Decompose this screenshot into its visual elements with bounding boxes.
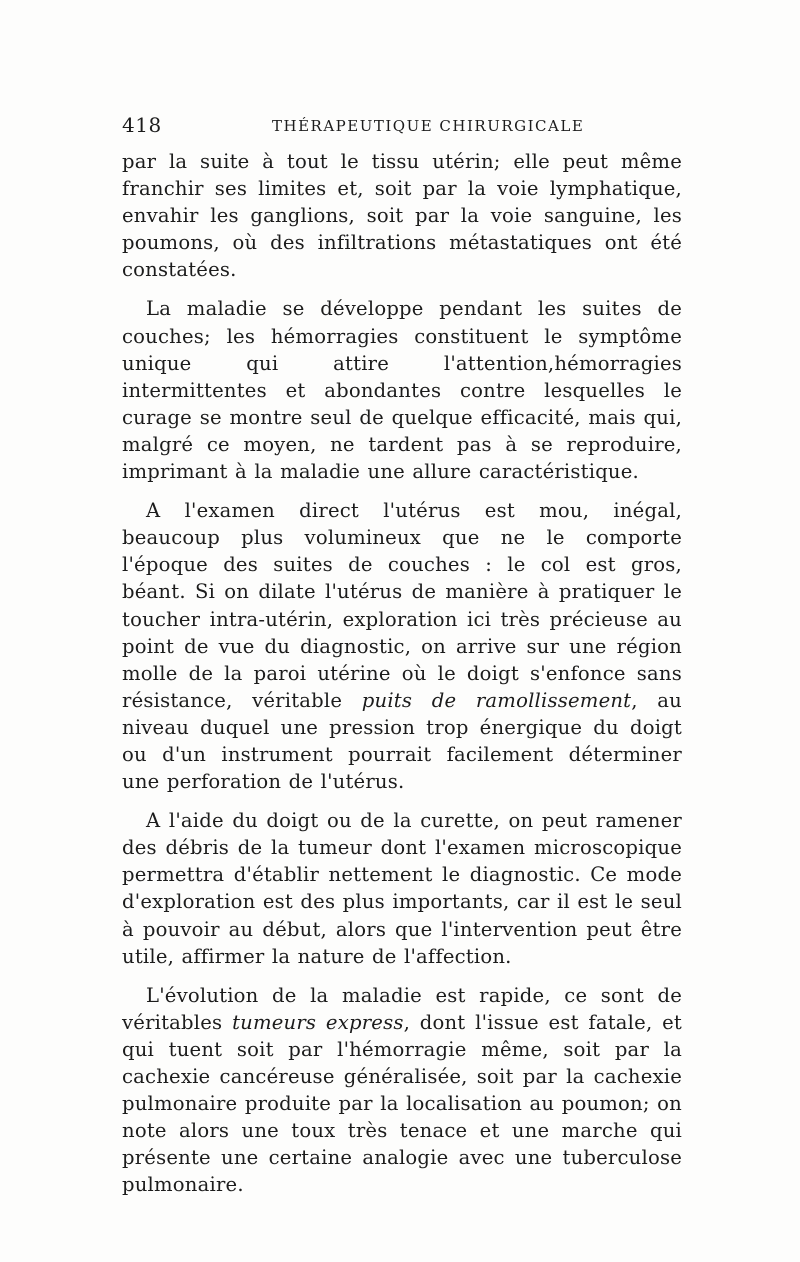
page-header — [122, 113, 682, 143]
paragraph-text: A l'examen direct l'utérus est mou, inégal, beaucoup plus volumineux que ne le comporte l'époque des suites de couches : le col est gros, béant. Si on dilate l'utérus de manière à pratiquer le toucher intra-utérin, exploration ici très précieuse au point de vue du diagnostic, on arrive sur une région molle de la paroi utérine où le doigt s'enfonce sans résistance, véritable — [122, 499, 682, 712]
page-number: 418 — [122, 113, 162, 137]
italic-term: puits de ramollissement — [361, 688, 632, 712]
paragraph-5 — [122, 982, 682, 1199]
paragraph-text: A l'aide du doigt ou de la curette, on peut ramener des débris de la tumeur dont l'examen microscopique permettra d'établir nettement le diagnostic. Ce mode d'exploration est des plus importants, car il est le seul à pouvoir au début, alors que l'intervention peut être utile, affirmer la nature de l'affection. — [122, 809, 682, 968]
paragraph-3 — [122, 497, 682, 795]
paragraph-text: par la suite à tout le tissu utérin; elle peut même franchir ses limites et, soit par la voie lymphatique, envahir les ganglions, soit par la voie sanguine, les poumons, où des infiltrations métastatiques ont été constatées. — [122, 150, 682, 282]
paragraph-text: , dont l'issue est fatale, et qui tuent soit par l'hémorragie même, soit par la cachexie cancéreuse généralisée, soit par la cachexie pulmonaire produite par la localisation au poumon; on note alors une toux très tenace et une marche qui présente une certaine analogie avec une tuberculose pulmonaire. — [122, 1010, 682, 1197]
running-title: THÉRAPEUTIQUE CHIRURGICALE — [272, 117, 585, 135]
paragraph-2 — [122, 295, 682, 485]
italic-term: tumeurs express — [232, 1010, 404, 1034]
paragraph-1 — [122, 148, 682, 283]
paragraph-4 — [122, 807, 682, 970]
body-text — [122, 148, 682, 1210]
paragraph-text: , au niveau duquel une pression trop énergique du doigt ou d'un instrument pourrait facilement déterminer une perforation de l'utérus. — [122, 688, 682, 794]
paragraph-text: La maladie se développe pendant les suites de couches; les hémorragies constituent le symptôme unique qui attire l'attention,hémorragies intermittentes et abondantes contre lesquelles le curage se montre seul de quelque efficacité, mais qui, malgré ce moyen, ne tardent pas à se reproduire, imprimant à la maladie une allure caractéristique. — [122, 297, 682, 484]
paragraph-text: L'évolution de la maladie est rapide, ce sont de véritables — [122, 983, 682, 1034]
